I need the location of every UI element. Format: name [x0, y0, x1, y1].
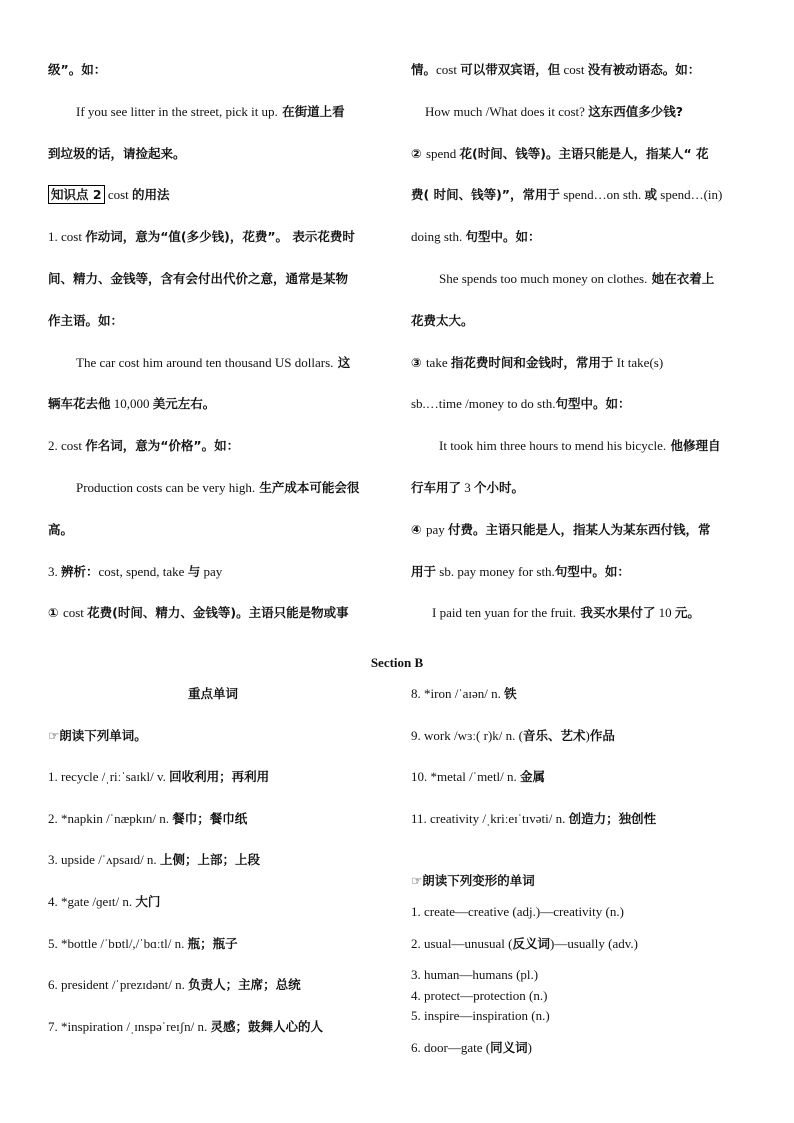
vocab-item: [411, 768, 545, 786]
word-form-item: [411, 987, 547, 1005]
text-run: 句型中。如：: [465, 229, 541, 245]
text-line: [48, 563, 222, 581]
text-run: 6. president /ˈprezɪdənt/ n.: [48, 977, 189, 992]
text-run: 作名词，意为“价格”。如：: [85, 438, 240, 454]
text-run: 我买水果付了: [576, 605, 656, 621]
text-line: [411, 61, 700, 79]
text-run: 在街道上看: [277, 103, 345, 119]
text-run: 3. upside /ˈʌpsaɪd/ n.: [48, 852, 160, 867]
text-line: [411, 145, 709, 163]
text-run: 1. cost: [48, 229, 86, 245]
vocab-item: [48, 768, 269, 786]
text-run: 个小时。: [474, 480, 525, 495]
text-run: 或: [644, 187, 658, 203]
text-run: 同义词: [490, 1040, 528, 1055]
text-run: )—usually (adv.): [549, 936, 638, 951]
text-line: [411, 312, 474, 330]
text-line: [411, 354, 663, 372]
text-run: ②: [411, 145, 426, 161]
vocab-item: [48, 810, 247, 828]
text-run: It took him three hours to mend his bicycle.: [439, 438, 667, 454]
text-run: ①: [48, 605, 63, 621]
text-run: 级”。如：: [48, 62, 107, 77]
text-run: 花(时间、钱等)。主语只能是人，指某人“ 花: [459, 145, 709, 161]
text-run: 大门: [135, 894, 161, 909]
text-run: 反义词: [512, 936, 550, 951]
text-line: [48, 228, 355, 246]
text-run: 瓶；瓶子: [187, 936, 238, 951]
word-form-item: [411, 966, 538, 984]
text-line: [48, 604, 349, 622]
text-run: 生产成本可能会很: [255, 480, 360, 495]
text-run: spend…(in): [657, 187, 723, 203]
text-run: 回收利用；再利用: [169, 769, 270, 784]
text-run: 3.: [48, 563, 61, 579]
text-line: [48, 61, 106, 79]
text-run: 上侧；上部；上段: [159, 852, 260, 867]
text-line: [76, 103, 345, 121]
text-run: 情。: [411, 62, 437, 77]
text-line: [411, 395, 630, 413]
text-run: 指花费时间和金钱时，常用于: [450, 354, 614, 370]
text-run: cost: [104, 187, 133, 203]
text-run: ③: [411, 354, 426, 370]
text-run: ): [527, 1040, 532, 1055]
text-run: 没有被动语态。如：: [587, 62, 701, 77]
text-run: 到垃圾的话，请捡起来。: [48, 145, 186, 161]
text-run: 2. *napkin /ˈnæpkɪn/ n.: [48, 811, 173, 826]
text-run: 辨析：: [61, 563, 99, 579]
text-run: cost: [436, 62, 461, 77]
text-line: [48, 395, 215, 413]
text-run: The car cost him around ten thousand US dollars.: [76, 354, 334, 370]
text-line: [76, 479, 359, 497]
text-run: 行车用了: [411, 480, 462, 495]
text-run: 4. protect—protection (n.): [411, 988, 548, 1003]
text-run: 与: [187, 563, 201, 579]
text-line: [48, 145, 186, 163]
text-line: [411, 563, 630, 581]
forms-subheading: ☞朗读下列变形的单词: [411, 873, 535, 888]
text-run: pay: [425, 521, 448, 537]
text-run: 付费。主语只能是人，指某人为某东西付钱，常: [447, 521, 711, 537]
text-run: 知识点 2: [48, 185, 105, 204]
vocab-heading: 重点单词: [188, 686, 239, 701]
text-run: 9. work /wɜː( r)k/ n. (: [411, 728, 523, 743]
text-line: [411, 521, 710, 539]
text-line: [411, 479, 524, 497]
vocab-item: [48, 976, 301, 994]
text-run: 2. usual—unusual (: [411, 936, 513, 951]
text-run: 8. *iron /ˈaɪən/ n.: [411, 686, 505, 701]
section-title: Section B: [370, 655, 424, 670]
text-run: take: [425, 354, 451, 370]
text-run: 句型中。如：: [555, 396, 631, 412]
text-run: spend: [425, 145, 460, 161]
text-line: [425, 103, 683, 121]
text-run: cost: [62, 605, 88, 621]
text-line: [48, 270, 348, 288]
text-run: 花费(时间、精力、金钱等)。主语只能是物或事: [87, 605, 349, 621]
text-run: 金属: [520, 769, 546, 784]
text-line: [439, 437, 720, 455]
text-run: It take(s): [613, 354, 664, 370]
word-form-item: [411, 903, 624, 921]
text-run: 10: [655, 605, 675, 621]
text-line: [48, 312, 123, 330]
text-run: 作主语。如：: [48, 312, 124, 328]
text-run: If you see litter in the street, pick it up.: [76, 103, 278, 119]
text-run: 负责人；主席；总统: [188, 977, 301, 992]
text-line: [432, 604, 700, 622]
text-run: 高。: [48, 521, 74, 537]
text-run: 2. cost: [48, 438, 86, 454]
text-run: 费( 时间、钱等)”，常用于: [411, 187, 560, 203]
text-run: 元。: [674, 605, 700, 621]
text-run: 5. *bottle /ˈbɒtl/,/ˈbɑːtl/ n.: [48, 936, 188, 951]
text-line: [411, 186, 722, 204]
text-run: spend…on sth.: [560, 187, 645, 203]
text-run: 3: [461, 480, 475, 495]
text-run: 音乐、艺术: [522, 728, 586, 743]
text-run: 6. door—gate (: [411, 1040, 491, 1055]
text-run: 用于: [411, 563, 437, 579]
vocab-item: [48, 1018, 323, 1036]
text-run: pay: [200, 563, 223, 579]
text-run: 作品: [589, 728, 615, 743]
text-run: sb.…time /money to do sth.: [411, 396, 556, 412]
text-run: She spends too much money on clothes.: [439, 271, 648, 286]
text-run: sb. pay money for sth.: [436, 563, 555, 579]
text-run: 10. *metal /ˈmetl/ n.: [411, 769, 521, 784]
text-line: [411, 228, 541, 246]
text-run: 3. human—humans (pl.): [411, 967, 539, 982]
text-run: I paid ten yuan for the fruit.: [432, 605, 577, 621]
vocab-item: [48, 935, 238, 953]
text-line: [48, 437, 239, 455]
text-run: Production costs can be very high.: [76, 480, 256, 495]
text-run: How much /What does it cost?: [425, 103, 589, 119]
text-line: [48, 521, 73, 539]
vocab-item: [411, 685, 517, 703]
text-run: 句型中。如：: [554, 563, 630, 579]
text-line: [48, 186, 170, 204]
text-run: 的用法: [132, 187, 170, 203]
vocab-item: [48, 893, 160, 911]
text-run: 可以带双宾语，但: [460, 62, 561, 77]
text-run: 4. *gate /ɡeɪt/ n.: [48, 894, 136, 909]
text-run: 10,000: [110, 396, 153, 412]
vocab-subheading: ☞朗读下列单词。: [48, 728, 147, 743]
text-run: 灵感；鼓舞人心的人: [210, 1019, 323, 1034]
text-run: 作动词，意为“值(多少钱)，花费”。 表示花费时: [85, 229, 355, 245]
text-run: 5. inspire—inspiration (n.): [411, 1008, 550, 1023]
text-run: 创造力；独创性: [568, 811, 657, 826]
text-run: 11. creativity /ˌkriːeɪˈtɪvəti/ n.: [411, 811, 569, 826]
text-line: [76, 354, 350, 372]
text-run: 这: [333, 354, 351, 370]
vocab-item: [411, 810, 656, 828]
text-run: ): [585, 728, 590, 743]
text-run: 1. recycle /ˌriːˈsaɪkl/ v.: [48, 769, 170, 784]
word-form-item: [411, 935, 638, 953]
text-line: [439, 270, 714, 288]
text-run: 辆车花去他: [48, 396, 111, 412]
text-run: 她在衣着上: [647, 271, 715, 286]
text-run: 餐巾；餐巾纸: [172, 811, 248, 826]
text-run: 美元左右。: [152, 396, 216, 412]
text-run: 铁: [504, 686, 517, 701]
text-run: 1. create—creative (adj.)—creativity (n.): [411, 904, 624, 919]
text-run: 花费太大。: [411, 312, 474, 328]
text-run: 他修理自: [666, 438, 721, 454]
vocab-item: [48, 851, 260, 869]
text-run: ④: [411, 521, 426, 537]
text-run: 这东西值多少钱?: [588, 103, 683, 119]
text-run: 7. *inspiration /ˌɪnspəˈreɪʃn/ n.: [48, 1019, 211, 1034]
text-run: cost, spend, take: [98, 563, 188, 579]
text-run: cost: [560, 62, 588, 77]
text-run: 间、精力、金钱等，含有会付出代价之意，通常是某物: [48, 271, 349, 286]
text-run: doing sth.: [411, 229, 466, 245]
word-form-item: [411, 1007, 550, 1025]
word-form-item: [411, 1039, 532, 1057]
vocab-item: [411, 727, 615, 745]
